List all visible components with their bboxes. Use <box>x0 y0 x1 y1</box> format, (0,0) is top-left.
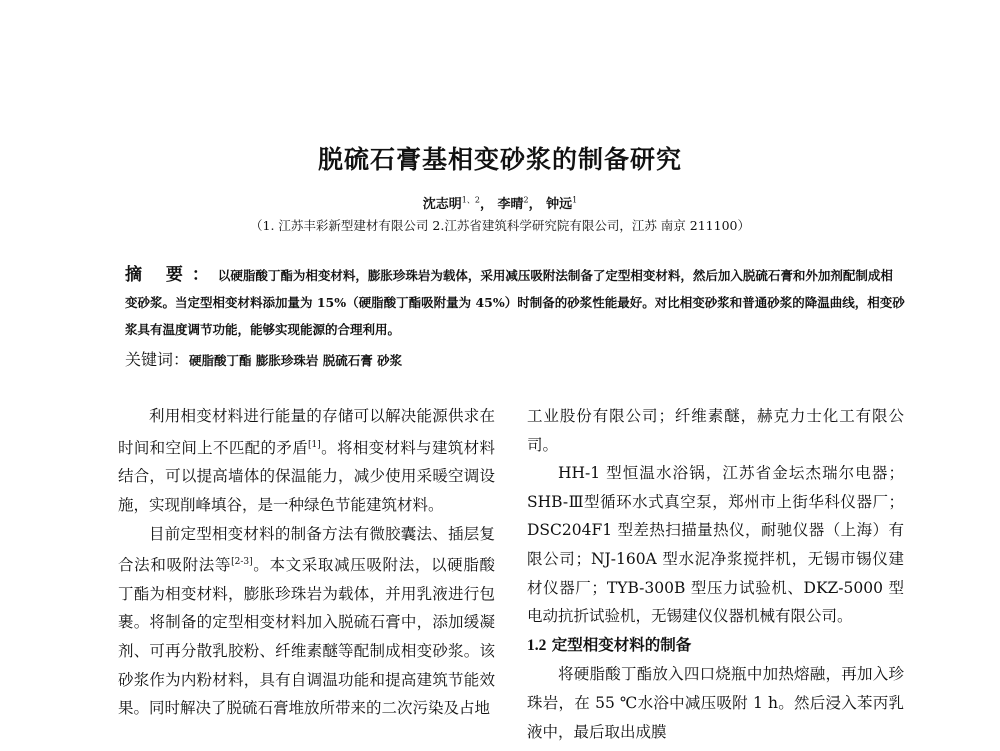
keywords-block <box>125 347 905 374</box>
author-name: 李晴 <box>497 197 524 212</box>
body-paragraph <box>118 520 495 723</box>
paragraph-text: 。本文采取减压吸附法，以硬脂酸丁酯为相变材料，膨胀珍珠岩为载体，并用乳液进行包裹。将制备的定型相变材料加入脱硫石膏中，添加缓凝剂、可再分散乳胶粉、纤维素醚等配制成相变砂浆。该砂浆作为内粉材料，具有自调温功能和提高建筑节能效果。同时解决了脱硫石膏堆放所带来的二次污染及占地 <box>118 556 495 718</box>
abstract-block <box>125 262 905 343</box>
author-name: 沈志明 <box>422 197 462 212</box>
body-column-left <box>118 402 495 723</box>
citation-ref: [1] <box>308 439 321 450</box>
section-title: 定型相变材料的制备 <box>551 634 692 654</box>
author-affiliation-marker: 2 <box>523 195 529 205</box>
paper-title: 脱硫石膏基相变砂浆的制备研究 <box>317 145 682 174</box>
body-paragraph: HH-1 型恒温水浴锅，江苏省金坛杰瑞尔电器；SHB-Ⅲ型循环水式真空泵，郑州市上街华科仪器厂；DSC204F1 型差热扫描量热仪，耐驰仪器（上海）有限公司；NJ-160A 型水泥净浆搅拌机，无锡市锡仪建材仪器厂；TYB-300B 型压力试验机、DKZ-5000 型电动抗折试验机，无锡建仪仪器机械有限公司。 <box>527 464 904 626</box>
body-column-right <box>527 402 904 746</box>
paragraph-text: 。将相变材料与建筑材料结合，可以提高墙体的保温能力，减少使用采暖空调设施，实现削峰填谷，是一种绿色节能建筑材料。 <box>118 438 495 514</box>
body-paragraph: 将硬脂酸丁酯放入四口烧瓶中加热熔融，再加入珍珠岩，在 55 ℃水浴中减压吸附 1 h。然后浸入苯丙乳液中，最后取出成膜 <box>527 665 904 741</box>
keywords-label: 关键词： <box>125 350 190 369</box>
body-paragraph: 工业股份有限公司；纤维素醚，赫克力士化工有限公司。 <box>527 407 904 454</box>
author-list <box>0 193 1000 212</box>
section-heading <box>527 631 904 661</box>
author-affiliation-marker: 1 <box>572 195 578 205</box>
section-number: 1.2 <box>527 636 547 654</box>
citation-ref: [2-3] <box>231 557 253 568</box>
abstract-text: 以硬脂酸丁酯为相变材料，膨胀珍珠岩为载体，采用减压吸附法制备了定型相变材料，然后加入脱硫石膏和外加剂配制成相变砂浆。当定型相变材料添加量为 15%（硬脂酸丁酯吸附量为 45%）时制备的砂浆性能最好。对比相变砂浆和普通砂浆的降温曲线，相变砂浆具有温度调节功能，能够实现能源的合理利用。 <box>125 268 905 337</box>
author-name: 钟远 <box>546 197 573 212</box>
paragraph-text: 目前定型相变材料的制备方法有微胶囊法、插层复合法和吸附法等 <box>118 524 495 575</box>
body-paragraph <box>118 402 495 520</box>
affiliation-line: （1. 江苏丰彩新型建材有限公司 2.江苏省建筑科学研究院有限公司，江苏 南京 211100） <box>250 218 750 233</box>
paragraph-text: 利用相变材料进行能量的存储可以解决能源供求在时间和空间上不匹配的矛盾 <box>118 407 495 457</box>
keywords-text: 硬脂酸丁酯 膨胀珍珠岩 脱硫石膏 砂浆 <box>189 353 403 368</box>
author-separator: ， <box>528 197 542 212</box>
author-affiliation-marker: 1、2 <box>461 195 480 205</box>
author-separator: ， <box>479 197 493 212</box>
abstract-label: 摘 要： <box>125 265 218 285</box>
